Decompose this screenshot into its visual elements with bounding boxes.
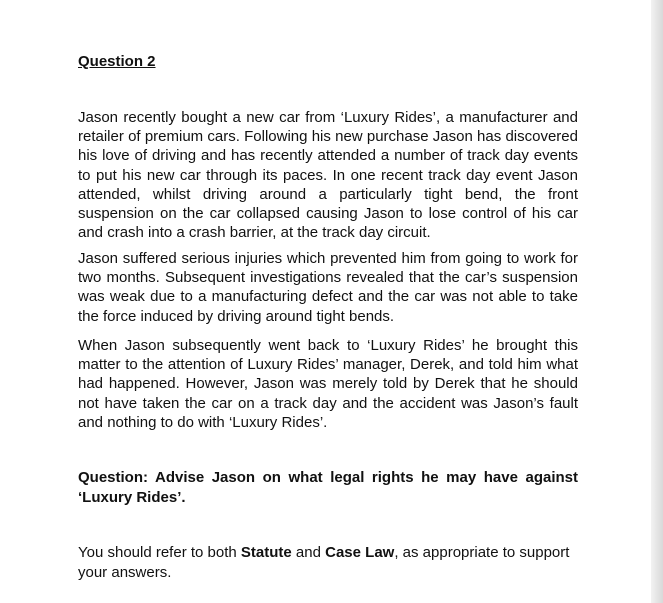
document-content bbox=[78, 52, 578, 581]
note-case-law: Case Law bbox=[325, 544, 395, 561]
instruction-note bbox=[78, 543, 578, 583]
question-prompt: Question: Advise Jason on what legal rights he may have against ‘Luxury Rides’. bbox=[78, 469, 578, 506]
scenario-paragraph-1: Jason recently bought a new car from ‘Luxury Rides’, a manufacturer and retailer of premium cars. Following his new purchase Jason has discovered his love of driving and has recently attended a number of track day events to put his new car through its paces. In one recent track day event Jason attended, whilst driving around a particularly tight bend, the front suspension on the car collapsed causing Jason to lose control of his car and crash into a crash barrier, at the track day circuit. bbox=[78, 109, 578, 242]
note-statute: Statute bbox=[240, 544, 292, 561]
note-suffix: , as appropriate to support your answers. bbox=[78, 544, 570, 581]
scenario-paragraph-2: Jason suffered serious injuries which prevented him from going to work for two months. Subsequent investigations revealed that the car’s suspension was weak due to a manufacturing defect and the car was not able to take the force induced by driving around tight bends. bbox=[78, 250, 578, 325]
note-and: and bbox=[291, 544, 326, 561]
scenario-paragraph-3: When Jason subsequently went back to ‘Luxury Rides’ he brought this matter to the attention of Luxury Rides’ manager, Derek, and told him what had happened. However, Jason was merely told by Derek that he should not have taken the car on a track day and the accident was Jason’s fault and nothing to do with ‘Luxury Rides’. bbox=[78, 337, 578, 431]
page-edge-shadow bbox=[651, 0, 663, 603]
question-heading: Question 2 bbox=[78, 53, 156, 70]
note-prefix: You should refer to both bbox=[78, 544, 241, 561]
